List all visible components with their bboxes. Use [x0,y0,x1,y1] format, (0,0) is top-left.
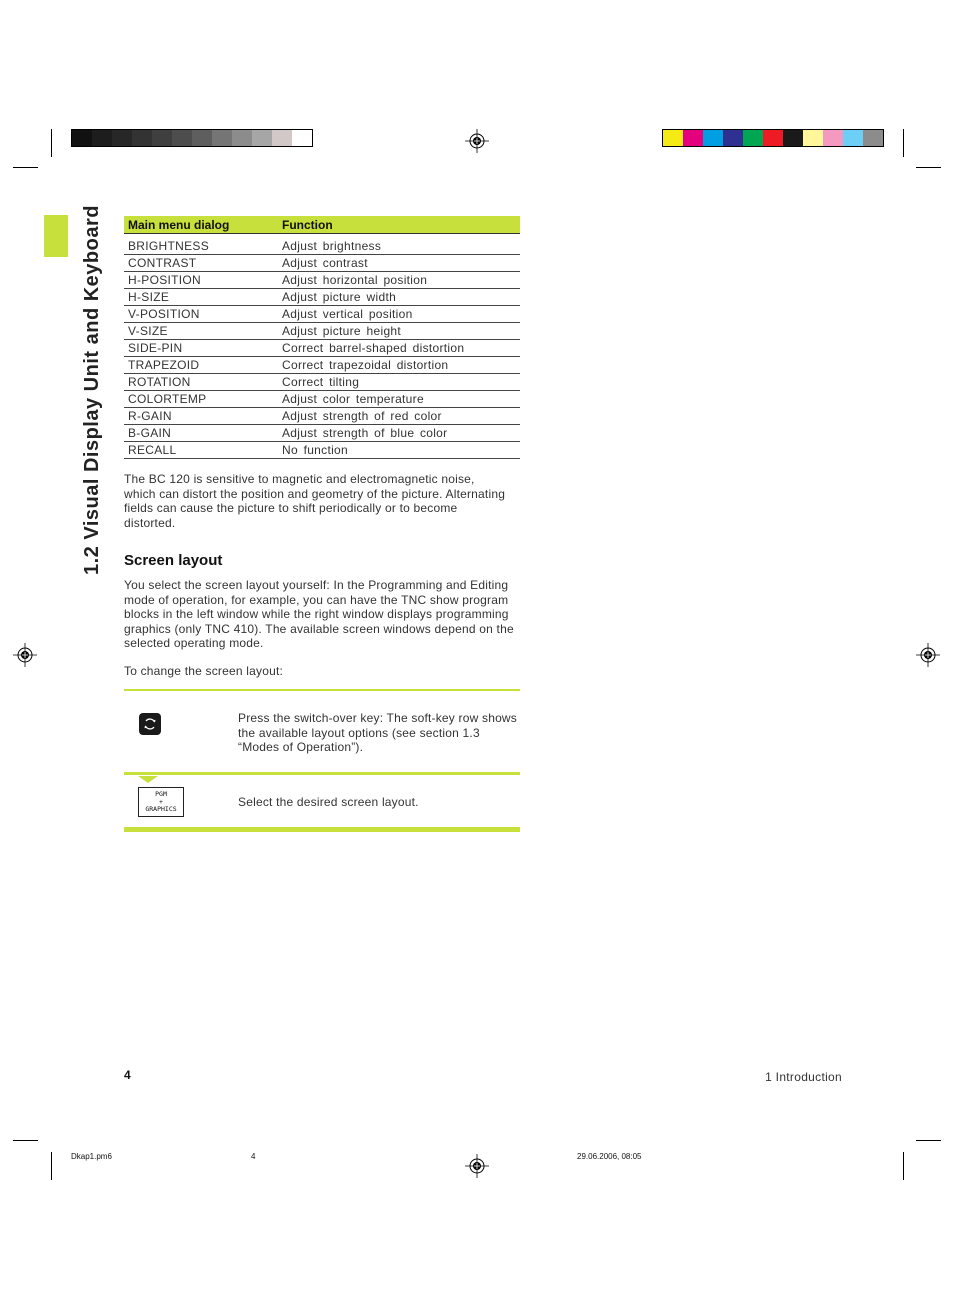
table-row [124,272,520,289]
function-cell: Adjust contrast [282,256,368,270]
softkey-label: GRAPHICS [145,805,177,813]
crop-mark [903,129,904,157]
menu-dialog-cell: H-POSITION [128,273,202,287]
crop-mark [916,167,941,168]
function-cell: Adjust vertical position [282,307,413,321]
menu-dialog-cell: CONTRAST [128,256,197,270]
function-cell: Adjust color temperature [282,392,424,406]
menu-dialog-cell: B-GAIN [128,426,172,440]
function-cell: No function [282,443,349,457]
color-swatch [272,130,292,146]
color-swatch [232,130,252,146]
slug-filename: Dkap1.pm6 [71,1152,112,1161]
chapter-label: 1 Introduction [765,1070,842,1084]
table-body [124,234,520,459]
function-cell: Adjust horizontal position [282,273,428,287]
color-calibration-bar [662,129,884,147]
crop-mark [51,1152,52,1180]
color-swatch [112,130,132,146]
registration-mark-icon [916,643,940,667]
color-swatch [92,130,112,146]
color-swatch [783,130,803,146]
divider [124,772,520,775]
table-header [124,216,520,234]
switch-over-key-icon [139,713,161,735]
divider [124,689,520,691]
table-row [124,391,520,408]
step-text: Select the desired screen layout. [238,795,419,809]
page-number: 4 [124,1068,131,1082]
table-row [124,289,520,306]
color-swatch [803,130,823,146]
color-swatch [212,130,232,146]
color-swatch [683,130,703,146]
step-arrow-marker [138,776,158,783]
function-cell: Correct tilting [282,375,360,389]
table-row [124,408,520,425]
color-swatch [723,130,743,146]
softkey-label: PGM [155,790,167,798]
registration-mark-icon [465,1154,489,1178]
table-row [124,306,520,323]
function-cell: Adjust brightness [282,239,382,253]
registration-mark-icon [13,643,37,667]
menu-dialog-cell: COLORTEMP [128,392,207,406]
column-header: Function [282,217,333,232]
section-tab-marker [44,215,68,257]
color-swatch [72,130,92,146]
pgm-graphics-softkey-icon [138,787,184,817]
slug-page: 4 [251,1152,256,1161]
function-cell: Correct trapezoidal distortion [282,358,449,372]
color-swatch [763,130,783,146]
section-side-title: 1.2 Visual Display Unit and Keyboard [81,205,103,575]
table-row [124,340,520,357]
function-cell: Adjust strength of red color [282,409,442,423]
table-row [124,425,520,442]
crop-mark [13,167,38,168]
menu-dialog-cell: ROTATION [128,375,191,389]
color-swatch [703,130,723,146]
crop-mark [13,1140,38,1141]
registration-mark-icon [465,129,489,153]
change-layout-paragraph: To change the screen layout: [124,664,284,678]
color-swatch [172,130,192,146]
menu-dialog-cell: RECALL [128,443,177,457]
menu-dialog-table [124,216,520,459]
function-cell: Adjust picture width [282,290,397,304]
section-heading: Screen layout [124,552,223,569]
noise-paragraph: The BC 120 is sensitive to magnetic and electromagnetic noise, which can distort the position and geometry of the picture. Alternating fields can cause the picture to shift periodically or to become distorted. [124,472,506,530]
crop-mark [916,1140,941,1141]
divider [124,827,520,832]
function-cell: Adjust strength of blue color [282,426,448,440]
color-swatch [152,130,172,146]
table-row [124,323,520,340]
slug-datetime: 29.06.2006, 08:05 [577,1152,642,1161]
color-swatch [292,130,312,146]
crop-mark [51,129,52,157]
table-row [124,238,520,255]
menu-dialog-cell: TRAPEZOID [128,358,200,372]
color-swatch [252,130,272,146]
column-header: Main menu dialog [128,217,230,232]
color-swatch [823,130,843,146]
color-swatch [743,130,763,146]
color-swatch [843,130,863,146]
color-swatch [863,130,883,146]
table-row [124,442,520,459]
menu-dialog-cell: SIDE-PIN [128,341,183,355]
table-row [124,374,520,391]
menu-dialog-cell: V-SIZE [128,324,168,338]
table-row [124,357,520,374]
step-text: Press the switch-over key: The soft-key row shows the available layout options (see section 1.3 “Modes of Operation”). [238,711,518,754]
softkey-label: + [159,797,163,806]
function-cell: Adjust picture height [282,324,402,338]
menu-dialog-cell: R-GAIN [128,409,172,423]
menu-dialog-cell: H-SIZE [128,290,170,304]
color-swatch [192,130,212,146]
menu-dialog-cell: V-POSITION [128,307,200,321]
color-swatch [132,130,152,146]
color-swatch [663,130,683,146]
crop-mark [903,1152,904,1180]
menu-dialog-cell: BRIGHTNESS [128,239,210,253]
function-cell: Correct barrel-shaped distortion [282,341,465,355]
table-row [124,255,520,272]
layout-paragraph: You select the screen layout yourself: In the Programming and Editing mode of operation, for example, you can have the TNC show program blocks in the left window while the right window displays programming graphics (only TNC 410). The available screen windows depend on the selected operating mode. [124,578,514,650]
grayscale-calibration-bar [71,129,313,147]
